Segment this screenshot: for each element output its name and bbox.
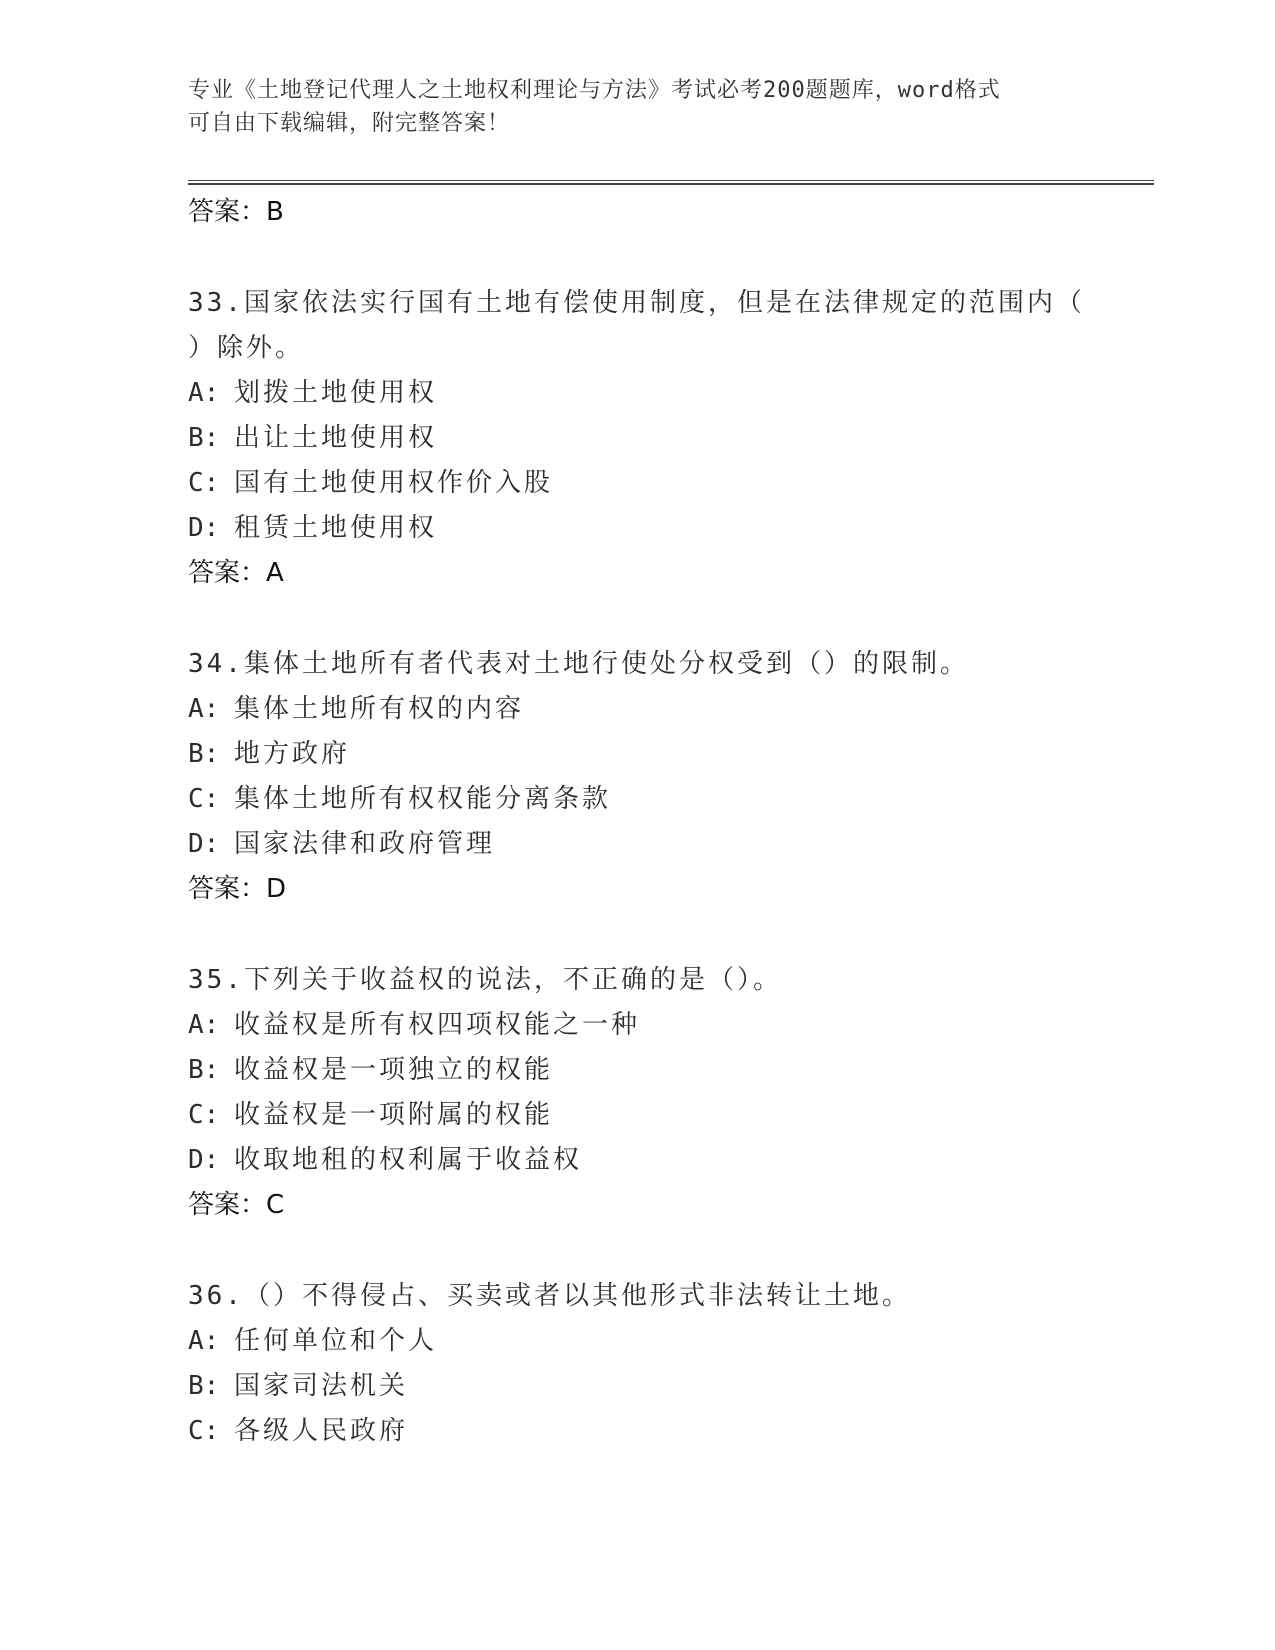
option-a: [188, 687, 1088, 732]
option-letter: B:: [188, 423, 220, 453]
option-d: [188, 1138, 1088, 1183]
option-text: 出让土地使用权: [234, 423, 438, 453]
question-block: [188, 642, 1088, 912]
question-text: [188, 642, 1078, 687]
option-letter: A:: [188, 694, 220, 724]
option-b: [188, 416, 1088, 461]
option-text: 集体土地所有权权能分离条款: [234, 784, 612, 814]
option-b: [188, 732, 1088, 777]
option-text: 划拨土地使用权: [234, 378, 438, 408]
question-text-line: 34.集体土地所有者代表对土地行使处分权受到（）的限制。: [188, 649, 969, 679]
answer-label: 答案：: [188, 558, 267, 588]
answer-value: A: [266, 558, 284, 588]
answer-line: [188, 1183, 1088, 1228]
answer-label: 答案：: [188, 1190, 267, 1220]
question-text: [188, 958, 1078, 1003]
question-text-line: 35.下列关于收益权的说法，不正确的是（）。: [188, 965, 782, 995]
option-letter: D:: [188, 513, 220, 543]
header-divider: [188, 180, 1154, 185]
answer-line: [188, 551, 1088, 596]
answer-value: C: [266, 1190, 285, 1220]
answer-label: 答案：: [188, 874, 267, 904]
option-b: [188, 1364, 1088, 1409]
option-letter: C:: [188, 1100, 220, 1130]
option-letter: A:: [188, 378, 220, 408]
option-letter: B:: [188, 1055, 220, 1085]
option-letter: C:: [188, 468, 220, 498]
option-c: [188, 461, 1088, 506]
question-text-line: 33.国家依法实行国有土地有偿使用制度，但是在法律规定的范围内（: [188, 288, 1085, 318]
option-text: 国家法律和政府管理: [234, 829, 496, 859]
option-letter: A:: [188, 1326, 220, 1356]
option-letter: D:: [188, 1145, 220, 1175]
question-text-line: 36.（）不得侵占、买卖或者以其他形式非法转让土地。: [188, 1281, 911, 1311]
header-title-line-1: 专业《土地登记代理人之土地权利理论与方法》考试必考200题题库，word格式: [188, 78, 1001, 103]
option-a: [188, 1003, 1088, 1048]
option-text: 收益权是一项附属的权能: [234, 1100, 554, 1130]
option-c: [188, 777, 1088, 822]
question-list: [188, 190, 1088, 1454]
option-letter: C:: [188, 1416, 220, 1446]
answer-line: [188, 867, 1088, 912]
option-text: 任何单位和个人: [234, 1326, 438, 1356]
option-letter: B:: [188, 739, 220, 769]
option-letter: D:: [188, 829, 220, 859]
answer-label: 答案：: [188, 197, 267, 227]
option-a: [188, 1319, 1088, 1364]
answer-line: [188, 190, 1088, 235]
question-block: [188, 281, 1088, 596]
option-text: 国有土地使用权作价入股: [234, 468, 554, 498]
option-letter: B:: [188, 1371, 220, 1401]
option-b: [188, 1048, 1088, 1093]
option-text: 租赁土地使用权: [234, 513, 438, 543]
question-text: [188, 281, 1085, 371]
option-text: 收取地租的权利属于收益权: [234, 1145, 583, 1175]
header-title-line-2: 可自由下载编辑，附完整答案！: [188, 111, 511, 136]
option-d: [188, 506, 1088, 551]
option-letter: C:: [188, 784, 220, 814]
option-text: 集体土地所有权的内容: [234, 694, 525, 724]
option-text: 收益权是一项独立的权能: [234, 1055, 554, 1085]
question-block: [188, 1274, 1088, 1454]
option-text: 各级人民政府: [234, 1416, 409, 1446]
option-text: 地方政府: [234, 739, 351, 769]
option-a: [188, 371, 1088, 416]
question-block: [188, 958, 1088, 1228]
option-c: [188, 1409, 1088, 1454]
question-text: [188, 1274, 1078, 1319]
option-c: [188, 1093, 1088, 1138]
question-text-line: ）除外。: [188, 333, 305, 363]
option-text: 国家司法机关: [234, 1371, 409, 1401]
answer-value: D: [266, 874, 287, 904]
option-text: 收益权是所有权四项权能之一种: [234, 1010, 641, 1040]
document-header: [188, 74, 1078, 140]
answer-value: B: [266, 197, 284, 227]
option-d: [188, 822, 1088, 867]
option-letter: A:: [188, 1010, 220, 1040]
